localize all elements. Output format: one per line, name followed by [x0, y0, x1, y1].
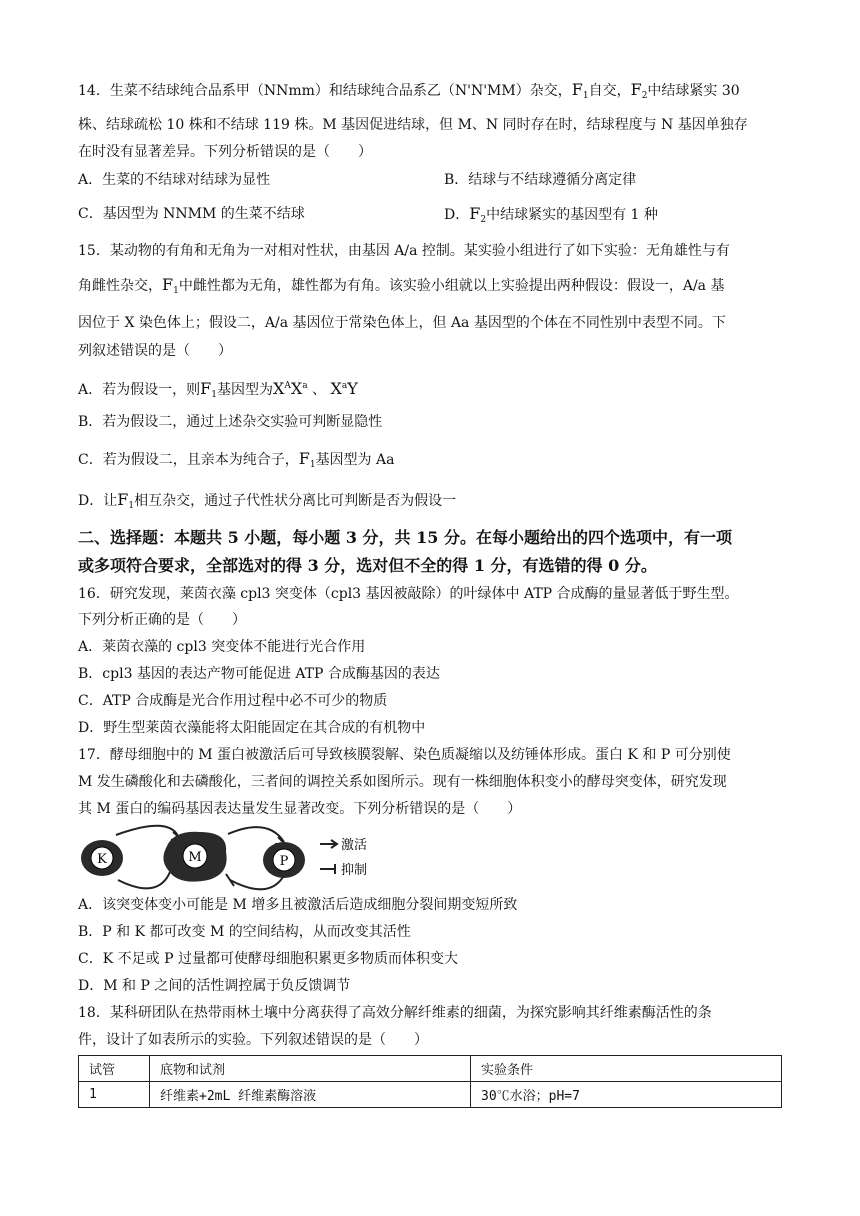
q17-line-1: 17．酵母细胞中的 M 蛋白被激活后可导致核膜裂解、染色质凝缩以及纺锤体形成。蛋白 K 和 P 可分别使: [78, 747, 731, 763]
q14-line-3: 在时没有显著差异。下列分析错误的是（ ）: [78, 144, 372, 160]
m-to-k-inhibit: [118, 872, 170, 888]
q16-option-c: C．ATP 合成酶是光合作用过程中必不可少的物质: [78, 693, 388, 709]
q15-line-1: 15．某动物的有角和无角为一对相对性状，由基因 A/a 控制。某实验小组进行了如下实验：无角雄性与有: [78, 243, 730, 259]
q15-option-b: B．若为假设二，通过上述杂交实验可判断显隐性: [78, 414, 383, 430]
q17-option-b: B．P 和 K 都可改变 M 的空间结构，从而改变其活性: [78, 924, 411, 940]
legend-activate: 激活: [341, 838, 368, 853]
q14-option-a: A．生菜的不结球对结球为显性: [78, 172, 271, 188]
table-header-row: [79, 1056, 782, 1082]
regulation-diagram: [78, 822, 388, 892]
q17-option-d: D．M 和 P 之间的活性调控属于负反馈调节: [78, 978, 351, 994]
q14-option-b: B．结球与不结球遵循分离定律: [444, 172, 637, 188]
q17-line-2: M 发生磷酸化和去磷酸化，三者间的调控关系如图所示。现有一株细胞体积变小的酵母突变体，研究发现: [78, 774, 727, 790]
table-row: [79, 1082, 782, 1108]
k-to-m-arrow: [116, 826, 178, 836]
experiment-table: [78, 1055, 782, 1108]
p-to-m-inhibit: [230, 877, 283, 889]
q15-line-3: 因位于 X 染色体上；假设二，A/a 基因位于常染色体上，但 Aa 基因型的个体在不同性别中表型不同。下: [78, 315, 726, 331]
section-heading-line-2: 或多项符合要求，全部选对的得 3 分，选对但不全的得 1 分，有选错的得 0 分。: [78, 556, 657, 575]
q16-line-1: 16．研究发现，莱茵衣藻 cpl3 突变体（cpl3 基因被敲除）的叶绿体中 ATP 合成酶的量显著低于野生型。: [78, 586, 739, 602]
q14-line-2: 株、结球疏松 10 株和不结球 119 株。M 基因促进结球，但 M、N 同时存在时，结球程度与 N 基因单独存: [78, 117, 748, 133]
legend-inhibit: 抑制: [341, 863, 368, 878]
f-symbol: F: [630, 80, 642, 99]
q15-option-c: C．若为假设二，且亲本为纯合子，$F_1$基因型为 Aa: [78, 449, 395, 470]
q18-line-2: 件，设计了如表所示的实验。下列叙述错误的是（ ）: [78, 1032, 428, 1048]
q15-option-a: A．若为假设一，则$F_1$基因型为$X^AX^a$ 、 $X^aY$: [78, 379, 358, 400]
q15-line-4: 列叙述错误的是（ ）: [78, 343, 232, 359]
q16-option-a: A．莱茵衣藻的 cpl3 突变体不能进行光合作用: [78, 639, 366, 655]
p-label: P: [279, 854, 289, 869]
q18-line-1: 18．某科研团队在热带雨林土壤中分离获得了高效分解纤维素的细菌，为探究影响其纤维素酶活性的条: [78, 1005, 712, 1021]
q15-line-2: 角雌性杂交，$F_1$中雌性都为无角，雄性都为有角。该实验小组就以上实验提出两种假设：假设一，A/a 基: [78, 275, 725, 296]
table-cell: 30℃水浴；pH=7: [471, 1082, 782, 1108]
q16-option-d: D．野生型莱茵衣藻能将太阳能固定在其合成的有机物中: [78, 720, 426, 736]
q14-line-1: 14．生菜不结球纯合品系甲（NNmm）和结球纯合品系乙（N'N'MM）杂交，$F_1$自交，$F_2$中结球紧实 30: [78, 80, 740, 101]
k-label: K: [97, 852, 107, 867]
q16-line-2: 下列分析正确的是（ ）: [78, 612, 246, 628]
q14-option-c: C．基因型为 NNMM 的生菜不结球: [78, 206, 305, 222]
q17-line-3: 其 M 蛋白的编码基因表达量发生显著改变。下列分析错误的是（ ）: [78, 801, 522, 817]
q15-option-d: D．让$F_1$相互杂交，通过子代性状分离比可判断是否为假设一: [78, 490, 457, 511]
q14-option-d: D．$F_2$中结球紧实的基因型有 1 种: [444, 204, 658, 225]
table-cell: 1: [79, 1082, 150, 1108]
table-header-cell: 底物和试剂: [150, 1056, 471, 1082]
table-header-cell: 试管: [79, 1056, 150, 1082]
m-to-p-arrow: [228, 827, 284, 842]
q17-option-a: A．该突变体变小可能是 M 增多且被激活后造成细胞分裂间期变短所致: [78, 897, 518, 913]
section-heading-line-1: 二、选择题：本题共 5 小题，每小题 3 分，共 15 分。在每小题给出的四个选项中，有一项: [78, 528, 732, 547]
f-symbol: F: [571, 80, 583, 99]
q16-option-b: B．cpl3 基因的表达产物可能促进 ATP 合成酶基因的表达: [78, 666, 440, 682]
table-cell: 纤维素+2mL 纤维素酶溶液: [150, 1082, 471, 1108]
table-header-cell: 实验条件: [471, 1056, 782, 1082]
q17-option-c: C．K 不足或 P 过量都可使酵母细胞积累更多物质而体积变大: [78, 951, 458, 967]
m-label: M: [188, 850, 202, 865]
